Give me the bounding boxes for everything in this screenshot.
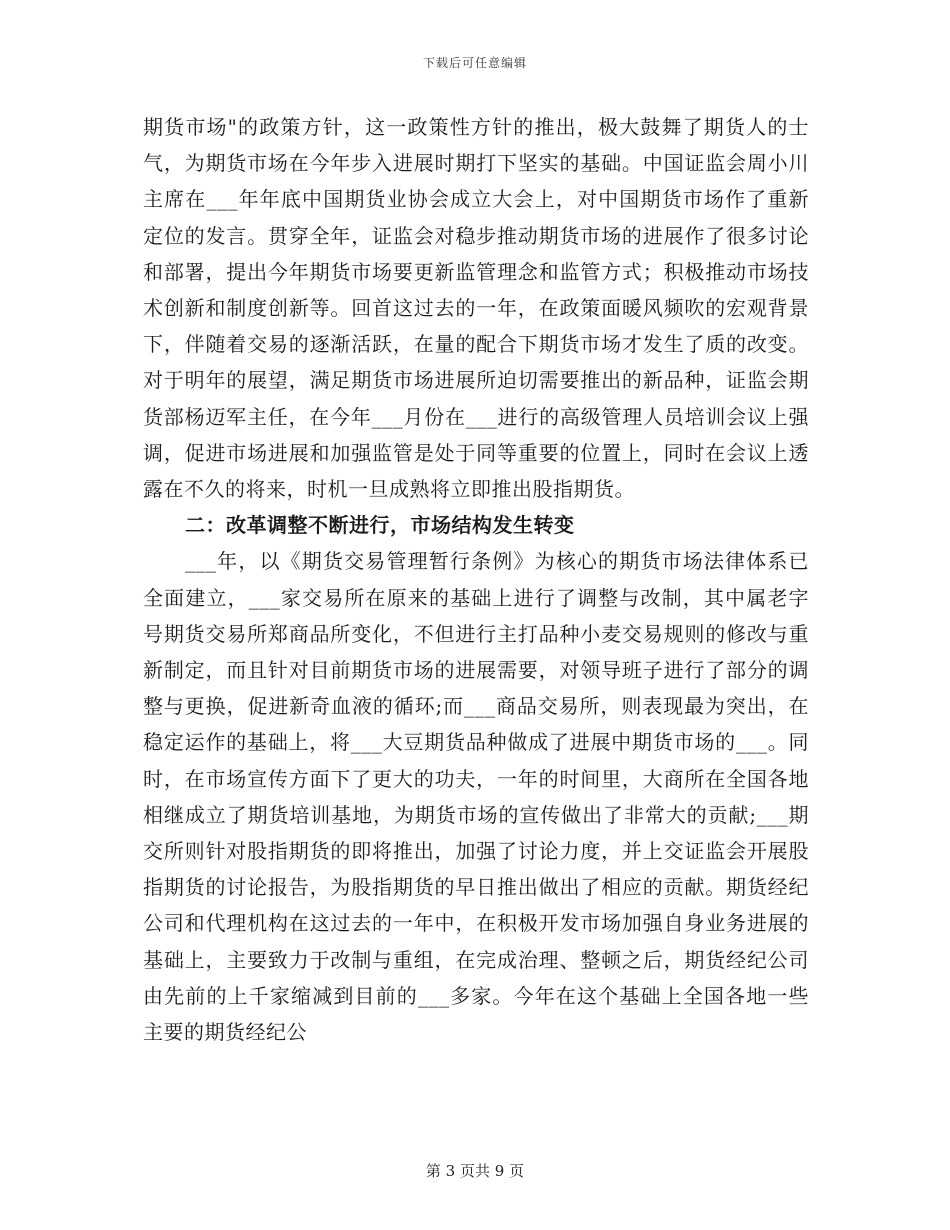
- paragraph-policy-background: 期货市场"的政策方针，这一政策性方针的推出，极大鼓舞了期货人的士气，为期货市场在今年步入进展时期打下坚实的基础。中国证监会周小川主席在___年年底中国期货业协会成立大会上，对中国期货市场作了重新定位的发言。贯穿全年，证监会对稳步推动期货市场的进展作了很多讨论和部署，提出今年期货市场要更新监管理念和监管方式；积极推动市场技术创新和制度创新等。回首这过去的一年，在政策面暖风频吹的宏观背景下，伴随着交易的逐渐活跃，在量的配合下期货市场才发生了质的改变。对于明年的展望，满足期货市场进展所迫切需要推出的新品种，证监会期货部杨迈军主任，在今年___月份在___进行的高级管理人员培训会议上强调，促进市场进展和加强监管是处于同等重要的位置上，同时在会议上透露在不久的将来，时机一旦成熟将立即推出股指期货。: [143, 115, 809, 502]
- page-header: 下载后可任意编辑: [422, 56, 527, 70]
- paragraph-market-structure: ___年，以《期货交易管理暂行条例》为核心的期货市场法律体系已全面建立，___家交易所在原来的基础上进行了调整与改制，其中属老字号期货交易所郑商品所变化，不但进行主打品种小麦交易规则的修改与重新制定，而且针对目前期货市场的进展需要，对领导班子进行了部分的调整与更换，促进新奇血液的循环;而___商品交易所，则表现最为突出，在稳定运作的基础上，将___大豆期货品种做成了进展中期货市场的___。同时，在市场宣传方面下了更大的功夫，一年的时间里，大商所在全国各地相继成立了期货培训基地，为期货市场的宣传做出了非常大的贡献;___期交所则针对股指期货的即将推出，加强了讨论力度，并上交证监会开展股指期货的讨论报告，为股指期货的早日推出做出了相应的贡献。期货经纪公司和代理机构在这过去的一年中，在积极开发市场加强自身业务进展的基础上，主要致力于改制与重组，在完成治理、整顿之后，期货经纪公司由先前的上千家缩减到目前的___多家。今年在这个基础上全国各地一些主要的期货经纪公: [143, 549, 809, 1045]
- page-number: 第 3 页共 9 页: [425, 1162, 525, 1180]
- section-heading-reform: 二：改革调整不断进行，市场结构发生转变: [185, 513, 575, 538]
- document-body: [143, 109, 809, 1050]
